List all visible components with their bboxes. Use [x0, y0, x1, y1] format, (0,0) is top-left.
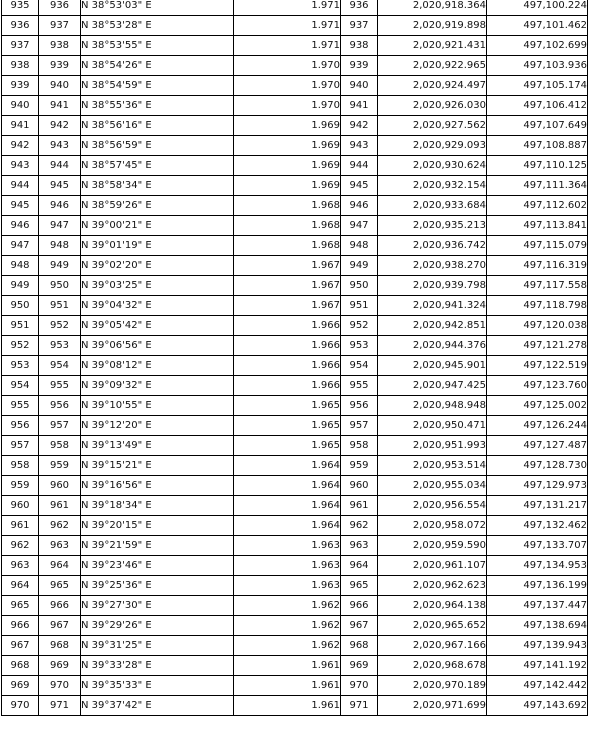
- y-coordinate-cell: 2,020,956.554: [378, 496, 487, 516]
- distance-cell: 1.964: [234, 516, 341, 536]
- station-cell: 957: [2, 436, 39, 456]
- target-point-cell: 936: [39, 0, 81, 16]
- coordinates-table: [1, 0, 588, 716]
- target-point-cell: 945: [39, 176, 81, 196]
- x-coordinate-cell: 497,132.462: [487, 516, 588, 536]
- y-coordinate-cell: 2,020,964.138: [378, 596, 487, 616]
- target-point-cell: 954: [39, 356, 81, 376]
- table-row: [2, 136, 588, 156]
- bearing-cell: N 39°05'42" E: [81, 316, 234, 336]
- table-row: [2, 36, 588, 56]
- table-row: [2, 436, 588, 456]
- station-cell: 949: [2, 276, 39, 296]
- x-coordinate-cell: 497,116.319: [487, 256, 588, 276]
- target-point-cell: 948: [39, 236, 81, 256]
- vertex-cell: 939: [341, 56, 378, 76]
- station-cell: 966: [2, 616, 39, 636]
- distance-cell: 1.970: [234, 76, 341, 96]
- y-coordinate-cell: 2,020,927.562: [378, 116, 487, 136]
- y-coordinate-cell: 2,020,936.742: [378, 236, 487, 256]
- bearing-cell: N 39°18'34" E: [81, 496, 234, 516]
- y-coordinate-cell: 2,020,951.993: [378, 436, 487, 456]
- table-row: [2, 116, 588, 136]
- vertex-cell: 959: [341, 456, 378, 476]
- y-coordinate-cell: 2,020,955.034: [378, 476, 487, 496]
- target-point-cell: 966: [39, 596, 81, 616]
- target-point-cell: 939: [39, 56, 81, 76]
- vertex-cell: 963: [341, 536, 378, 556]
- vertex-cell: 971: [341, 696, 378, 716]
- vertex-cell: 936: [341, 0, 378, 16]
- x-coordinate-cell: 497,127.487: [487, 436, 588, 456]
- target-point-cell: 940: [39, 76, 81, 96]
- table-row: [2, 536, 588, 556]
- table-row: [2, 316, 588, 336]
- distance-cell: 1.971: [234, 16, 341, 36]
- x-coordinate-cell: 497,120.038: [487, 316, 588, 336]
- distance-cell: 1.965: [234, 416, 341, 436]
- target-point-cell: 946: [39, 196, 81, 216]
- x-coordinate-cell: 497,129.973: [487, 476, 588, 496]
- bearing-cell: N 39°21'59" E: [81, 536, 234, 556]
- table-row: [2, 56, 588, 76]
- station-cell: 956: [2, 416, 39, 436]
- x-coordinate-cell: 497,100.224: [487, 0, 588, 16]
- y-coordinate-cell: 2,020,932.154: [378, 176, 487, 196]
- x-coordinate-cell: 497,108.887: [487, 136, 588, 156]
- x-coordinate-cell: 497,125.002: [487, 396, 588, 416]
- x-coordinate-cell: 497,107.649: [487, 116, 588, 136]
- distance-cell: 1.966: [234, 356, 341, 376]
- bearing-cell: N 38°58'34" E: [81, 176, 234, 196]
- station-cell: 955: [2, 396, 39, 416]
- table-row: [2, 76, 588, 96]
- y-coordinate-cell: 2,020,970.189: [378, 676, 487, 696]
- vertex-cell: 958: [341, 436, 378, 456]
- station-cell: 945: [2, 196, 39, 216]
- target-point-cell: 958: [39, 436, 81, 456]
- table-row: [2, 456, 588, 476]
- vertex-cell: 966: [341, 596, 378, 616]
- bearing-cell: N 39°09'32" E: [81, 376, 234, 396]
- y-coordinate-cell: 2,020,962.623: [378, 576, 487, 596]
- table-body: [2, 0, 588, 716]
- station-cell: 935: [2, 0, 39, 16]
- table-row: [2, 256, 588, 276]
- station-cell: 936: [2, 16, 39, 36]
- station-cell: 940: [2, 96, 39, 116]
- vertex-cell: 954: [341, 356, 378, 376]
- table-row: [2, 396, 588, 416]
- x-coordinate-cell: 497,134.953: [487, 556, 588, 576]
- station-cell: 938: [2, 56, 39, 76]
- distance-cell: 1.963: [234, 556, 341, 576]
- distance-cell: 1.962: [234, 636, 341, 656]
- bearing-cell: N 38°55'36" E: [81, 96, 234, 116]
- vertex-cell: 952: [341, 316, 378, 336]
- station-cell: 951: [2, 316, 39, 336]
- vertex-cell: 940: [341, 76, 378, 96]
- vertex-cell: 945: [341, 176, 378, 196]
- x-coordinate-cell: 497,141.192: [487, 656, 588, 676]
- bearing-cell: N 39°06'56" E: [81, 336, 234, 356]
- x-coordinate-cell: 497,101.462: [487, 16, 588, 36]
- distance-cell: 1.964: [234, 476, 341, 496]
- x-coordinate-cell: 497,110.125: [487, 156, 588, 176]
- station-cell: 968: [2, 656, 39, 676]
- x-coordinate-cell: 497,117.558: [487, 276, 588, 296]
- table-row: [2, 576, 588, 596]
- target-point-cell: 961: [39, 496, 81, 516]
- target-point-cell: 951: [39, 296, 81, 316]
- table-row: [2, 236, 588, 256]
- vertex-cell: 968: [341, 636, 378, 656]
- distance-cell: 1.969: [234, 176, 341, 196]
- table-row: [2, 476, 588, 496]
- distance-cell: 1.971: [234, 36, 341, 56]
- vertex-cell: 965: [341, 576, 378, 596]
- x-coordinate-cell: 497,143.692: [487, 696, 588, 716]
- vertex-cell: 951: [341, 296, 378, 316]
- vertex-cell: 946: [341, 196, 378, 216]
- vertex-cell: 944: [341, 156, 378, 176]
- table-row: [2, 636, 588, 656]
- bearing-cell: N 39°25'36" E: [81, 576, 234, 596]
- target-point-cell: 971: [39, 696, 81, 716]
- station-cell: 953: [2, 356, 39, 376]
- distance-cell: 1.968: [234, 216, 341, 236]
- bearing-cell: N 38°57'45" E: [81, 156, 234, 176]
- target-point-cell: 960: [39, 476, 81, 496]
- distance-cell: 1.966: [234, 376, 341, 396]
- y-coordinate-cell: 2,020,933.684: [378, 196, 487, 216]
- bearing-cell: N 39°33'28" E: [81, 656, 234, 676]
- target-point-cell: 944: [39, 156, 81, 176]
- y-coordinate-cell: 2,020,918.364: [378, 0, 487, 16]
- x-coordinate-cell: 497,128.730: [487, 456, 588, 476]
- x-coordinate-cell: 497,133.707: [487, 536, 588, 556]
- station-cell: 961: [2, 516, 39, 536]
- bearing-cell: N 39°27'30" E: [81, 596, 234, 616]
- bearing-cell: N 38°59'26" E: [81, 196, 234, 216]
- distance-cell: 1.964: [234, 496, 341, 516]
- bearing-cell: N 39°12'20" E: [81, 416, 234, 436]
- target-point-cell: 947: [39, 216, 81, 236]
- vertex-cell: 967: [341, 616, 378, 636]
- table-row: [2, 196, 588, 216]
- table-row: [2, 176, 588, 196]
- bearing-cell: N 39°00'21" E: [81, 216, 234, 236]
- target-point-cell: 967: [39, 616, 81, 636]
- distance-cell: 1.969: [234, 156, 341, 176]
- bearing-cell: N 39°01'19" E: [81, 236, 234, 256]
- station-cell: 969: [2, 676, 39, 696]
- y-coordinate-cell: 2,020,926.030: [378, 96, 487, 116]
- station-cell: 960: [2, 496, 39, 516]
- bearing-cell: N 39°13'49" E: [81, 436, 234, 456]
- distance-cell: 1.961: [234, 696, 341, 716]
- y-coordinate-cell: 2,020,947.425: [378, 376, 487, 396]
- x-coordinate-cell: 497,103.936: [487, 56, 588, 76]
- station-cell: 954: [2, 376, 39, 396]
- x-coordinate-cell: 497,118.798: [487, 296, 588, 316]
- y-coordinate-cell: 2,020,948.948: [378, 396, 487, 416]
- distance-cell: 1.969: [234, 116, 341, 136]
- target-point-cell: 965: [39, 576, 81, 596]
- target-point-cell: 962: [39, 516, 81, 536]
- y-coordinate-cell: 2,020,941.324: [378, 296, 487, 316]
- station-cell: 963: [2, 556, 39, 576]
- table-row: [2, 296, 588, 316]
- y-coordinate-cell: 2,020,950.471: [378, 416, 487, 436]
- y-coordinate-cell: 2,020,929.093: [378, 136, 487, 156]
- y-coordinate-cell: 2,020,921.431: [378, 36, 487, 56]
- table-row: [2, 156, 588, 176]
- x-coordinate-cell: 497,137.447: [487, 596, 588, 616]
- vertex-cell: 955: [341, 376, 378, 396]
- y-coordinate-cell: 2,020,938.270: [378, 256, 487, 276]
- x-coordinate-cell: 497,106.412: [487, 96, 588, 116]
- table-row: [2, 676, 588, 696]
- station-cell: 947: [2, 236, 39, 256]
- x-coordinate-cell: 497,136.199: [487, 576, 588, 596]
- distance-cell: 1.967: [234, 276, 341, 296]
- distance-cell: 1.970: [234, 56, 341, 76]
- table-row: [2, 276, 588, 296]
- bearing-cell: N 38°56'59" E: [81, 136, 234, 156]
- x-coordinate-cell: 497,123.760: [487, 376, 588, 396]
- target-point-cell: 952: [39, 316, 81, 336]
- vertex-cell: 938: [341, 36, 378, 56]
- station-cell: 964: [2, 576, 39, 596]
- table-row: [2, 696, 588, 716]
- station-cell: 948: [2, 256, 39, 276]
- x-coordinate-cell: 497,105.174: [487, 76, 588, 96]
- x-coordinate-cell: 497,113.841: [487, 216, 588, 236]
- vertex-cell: 937: [341, 16, 378, 36]
- station-cell: 937: [2, 36, 39, 56]
- vertex-cell: 942: [341, 116, 378, 136]
- bearing-cell: N 38°53'28" E: [81, 16, 234, 36]
- target-point-cell: 957: [39, 416, 81, 436]
- x-coordinate-cell: 497,138.694: [487, 616, 588, 636]
- distance-cell: 1.968: [234, 196, 341, 216]
- target-point-cell: 937: [39, 16, 81, 36]
- target-point-cell: 970: [39, 676, 81, 696]
- vertex-cell: 960: [341, 476, 378, 496]
- vertex-cell: 943: [341, 136, 378, 156]
- x-coordinate-cell: 497,122.519: [487, 356, 588, 376]
- y-coordinate-cell: 2,020,924.497: [378, 76, 487, 96]
- distance-cell: 1.970: [234, 96, 341, 116]
- distance-cell: 1.963: [234, 576, 341, 596]
- table-row: [2, 496, 588, 516]
- station-cell: 944: [2, 176, 39, 196]
- station-cell: 946: [2, 216, 39, 236]
- station-cell: 967: [2, 636, 39, 656]
- distance-cell: 1.965: [234, 396, 341, 416]
- x-coordinate-cell: 497,102.699: [487, 36, 588, 56]
- y-coordinate-cell: 2,020,965.652: [378, 616, 487, 636]
- target-point-cell: 943: [39, 136, 81, 156]
- station-cell: 965: [2, 596, 39, 616]
- target-point-cell: 950: [39, 276, 81, 296]
- bearing-cell: N 39°10'55" E: [81, 396, 234, 416]
- target-point-cell: 964: [39, 556, 81, 576]
- table-row: [2, 556, 588, 576]
- y-coordinate-cell: 2,020,942.851: [378, 316, 487, 336]
- table-row: [2, 16, 588, 36]
- distance-cell: 1.966: [234, 316, 341, 336]
- bearing-cell: N 39°35'33" E: [81, 676, 234, 696]
- y-coordinate-cell: 2,020,930.624: [378, 156, 487, 176]
- distance-cell: 1.963: [234, 536, 341, 556]
- bearing-cell: N 39°02'20" E: [81, 256, 234, 276]
- table-row: [2, 596, 588, 616]
- table-row: [2, 336, 588, 356]
- target-point-cell: 959: [39, 456, 81, 476]
- y-coordinate-cell: 2,020,961.107: [378, 556, 487, 576]
- bearing-cell: N 39°08'12" E: [81, 356, 234, 376]
- distance-cell: 1.961: [234, 656, 341, 676]
- y-coordinate-cell: 2,020,945.901: [378, 356, 487, 376]
- vertex-cell: 964: [341, 556, 378, 576]
- x-coordinate-cell: 497,112.602: [487, 196, 588, 216]
- distance-cell: 1.961: [234, 676, 341, 696]
- table-row: [2, 376, 588, 396]
- distance-cell: 1.967: [234, 296, 341, 316]
- table-row: [2, 96, 588, 116]
- vertex-cell: 941: [341, 96, 378, 116]
- x-coordinate-cell: 497,115.079: [487, 236, 588, 256]
- table-row: [2, 356, 588, 376]
- y-coordinate-cell: 2,020,953.514: [378, 456, 487, 476]
- y-coordinate-cell: 2,020,971.699: [378, 696, 487, 716]
- station-cell: 942: [2, 136, 39, 156]
- table-row: [2, 416, 588, 436]
- vertex-cell: 961: [341, 496, 378, 516]
- vertex-cell: 953: [341, 336, 378, 356]
- bearing-cell: N 39°37'42" E: [81, 696, 234, 716]
- station-cell: 950: [2, 296, 39, 316]
- vertex-cell: 950: [341, 276, 378, 296]
- target-point-cell: 949: [39, 256, 81, 276]
- station-cell: 959: [2, 476, 39, 496]
- y-coordinate-cell: 2,020,939.798: [378, 276, 487, 296]
- vertex-cell: 962: [341, 516, 378, 536]
- vertex-cell: 970: [341, 676, 378, 696]
- y-coordinate-cell: 2,020,919.898: [378, 16, 487, 36]
- station-cell: 939: [2, 76, 39, 96]
- station-cell: 962: [2, 536, 39, 556]
- distance-cell: 1.968: [234, 236, 341, 256]
- x-coordinate-cell: 497,111.364: [487, 176, 588, 196]
- y-coordinate-cell: 2,020,922.965: [378, 56, 487, 76]
- vertex-cell: 969: [341, 656, 378, 676]
- y-coordinate-cell: 2,020,944.376: [378, 336, 487, 356]
- distance-cell: 1.966: [234, 336, 341, 356]
- distance-cell: 1.969: [234, 136, 341, 156]
- vertex-cell: 948: [341, 236, 378, 256]
- bearing-cell: N 39°29'26" E: [81, 616, 234, 636]
- bearing-cell: N 39°31'25" E: [81, 636, 234, 656]
- vertex-cell: 949: [341, 256, 378, 276]
- distance-cell: 1.965: [234, 436, 341, 456]
- target-point-cell: 938: [39, 36, 81, 56]
- target-point-cell: 953: [39, 336, 81, 356]
- target-point-cell: 969: [39, 656, 81, 676]
- station-cell: 958: [2, 456, 39, 476]
- target-point-cell: 956: [39, 396, 81, 416]
- bearing-cell: N 38°56'16" E: [81, 116, 234, 136]
- table-row: [2, 516, 588, 536]
- distance-cell: 1.967: [234, 256, 341, 276]
- target-point-cell: 955: [39, 376, 81, 396]
- vertex-cell: 956: [341, 396, 378, 416]
- x-coordinate-cell: 497,126.244: [487, 416, 588, 436]
- bearing-cell: N 38°53'55" E: [81, 36, 234, 56]
- bearing-cell: N 39°20'15" E: [81, 516, 234, 536]
- distance-cell: 1.962: [234, 616, 341, 636]
- y-coordinate-cell: 2,020,959.590: [378, 536, 487, 556]
- station-cell: 970: [2, 696, 39, 716]
- y-coordinate-cell: 2,020,968.678: [378, 656, 487, 676]
- table-row: [2, 216, 588, 236]
- x-coordinate-cell: 497,139.943: [487, 636, 588, 656]
- y-coordinate-cell: 2,020,935.213: [378, 216, 487, 236]
- x-coordinate-cell: 497,142.442: [487, 676, 588, 696]
- distance-cell: 1.962: [234, 596, 341, 616]
- table-row: [2, 616, 588, 636]
- station-cell: 952: [2, 336, 39, 356]
- station-cell: 941: [2, 116, 39, 136]
- bearing-cell: N 39°04'32" E: [81, 296, 234, 316]
- distance-cell: 1.964: [234, 456, 341, 476]
- target-point-cell: 942: [39, 116, 81, 136]
- vertex-cell: 957: [341, 416, 378, 436]
- station-cell: 943: [2, 156, 39, 176]
- x-coordinate-cell: 497,131.217: [487, 496, 588, 516]
- target-point-cell: 963: [39, 536, 81, 556]
- bearing-cell: N 38°54'26" E: [81, 56, 234, 76]
- bearing-cell: N 39°23'46" E: [81, 556, 234, 576]
- target-point-cell: 968: [39, 636, 81, 656]
- table-row: [2, 656, 588, 676]
- bearing-cell: N 39°16'56" E: [81, 476, 234, 496]
- y-coordinate-cell: 2,020,967.166: [378, 636, 487, 656]
- table-row: [2, 0, 588, 16]
- y-coordinate-cell: 2,020,958.072: [378, 516, 487, 536]
- distance-cell: 1.971: [234, 0, 341, 16]
- x-coordinate-cell: 497,121.278: [487, 336, 588, 356]
- target-point-cell: 941: [39, 96, 81, 116]
- bearing-cell: N 39°03'25" E: [81, 276, 234, 296]
- vertex-cell: 947: [341, 216, 378, 236]
- bearing-cell: N 38°54'59" E: [81, 76, 234, 96]
- bearing-cell: N 39°15'21" E: [81, 456, 234, 476]
- bearing-cell: N 38°53'03" E: [81, 0, 234, 16]
